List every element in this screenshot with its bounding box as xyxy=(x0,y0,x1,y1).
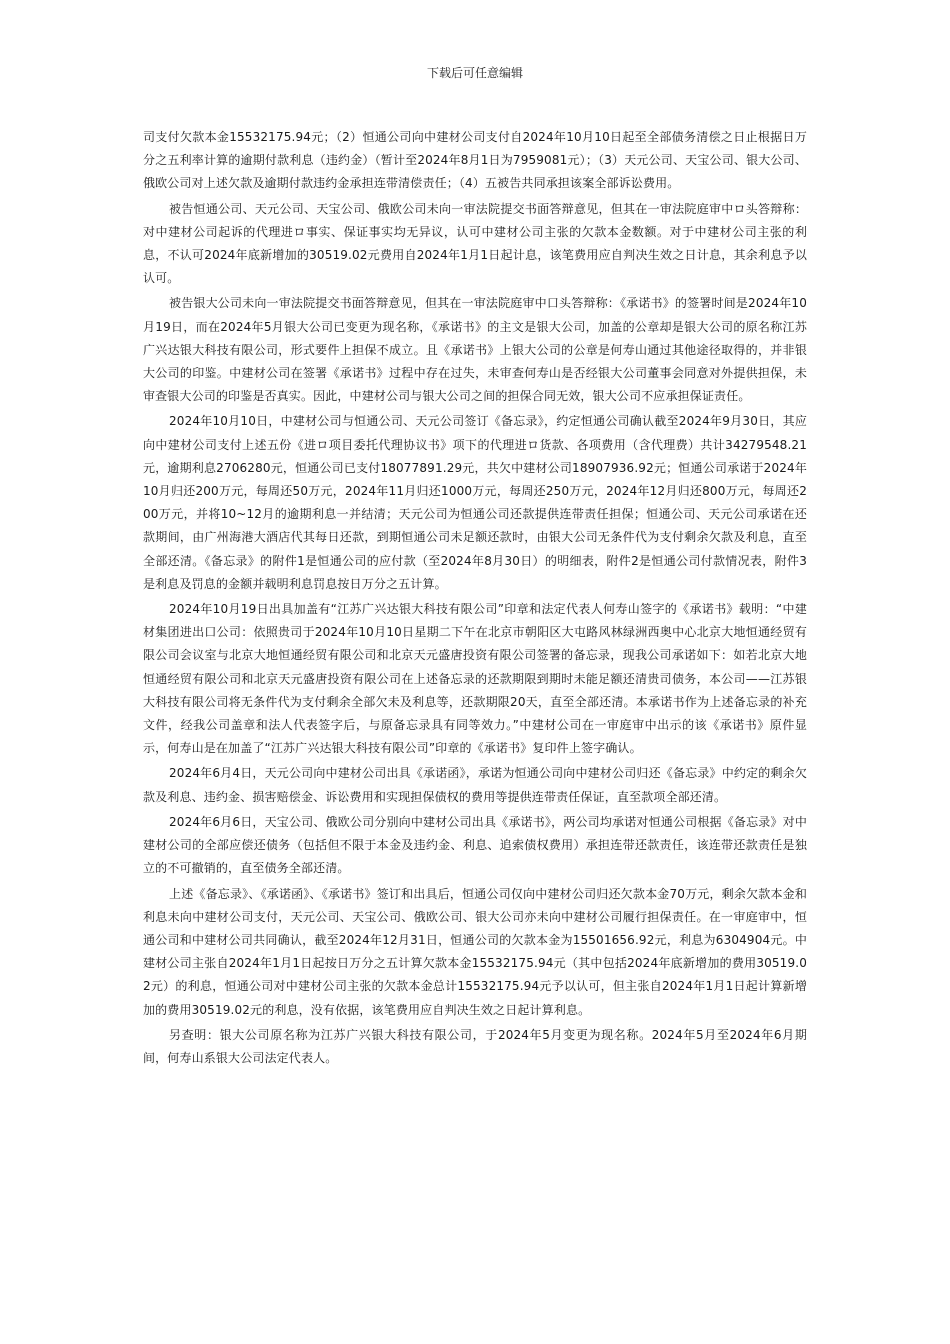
paragraph-tianbao-eou-guarantee: 2024年6月6日，天宝公司、俄欧公司分别向中建材公司出具《承诺书》，两公司均承诺对恒通公司根据《备忘录》对中建材公司的全部应偿还债务（包括但不限于本金及违约金、利息、追索债权费用）承担连带还款责任，该连带还款责任是独立的不可撤销的，直至债务全部还清。 xyxy=(143,814,807,876)
paragraph-defense-yinda: 被告银大公司未向一审法院提交书面答辩意见，但其在一审法院庭审中口头答辩称：《承诺书》的签署时间是2024年10月19日，而在2024年5月银大公司已变更为现名称，《承诺书》的主文是银大公司，加盖的公章却是银大公司的原名称江苏广兴达银大科技有限公司，形式要件上担保不成立。且《承诺书》上银大公司的公章是何寿山通过其他途径取得的，并非银大公司的印鉴。中建材公司在签署《承诺书》过程中存在过失，未审查何寿山是否经银大公司董事会同意对外提供担保，未审查银大公司的印鉴是否真实。因此，中建材公司与银大公司之间的担保合同无效，银大公司不应承担保证责任。 xyxy=(143,296,807,404)
paragraph-additional-findings: 另查明：银大公司原名称为江苏广兴银大科技有限公司，于2024年5月变更为现名称。2024年5月至2024年6月期间，何寿山系银大公司法定代表人。 xyxy=(143,1027,807,1065)
paragraph-defense-hengtong: 被告恒通公司、天元公司、天宝公司、俄欧公司未向一审法院提交书面答辩意见，但其在一审法院庭审中ロ头答辩称：对中建材公司起诉的代理进ロ事实、保证事实均无异议，认可中建材公司主张的欠款本金数额。对于中建材公司主张的利息，不认可2024年底新增加的30519.02元费用自2024年1月1日起计息，该笔费用应自判决生效之日计息，其余利息予以认可。 xyxy=(143,201,807,286)
page-header: 下载后可任意编辑 xyxy=(426,66,523,80)
paragraph-commitment-letter: 2024年10月19日出具加盖有“江苏广兴达银大科技有限公司”印章和法定代表人何寿山签字的《承诺书》载明：“中建材集团进出口公司：依照贵司于2024年10月10日星期二下午在北京市朝阳区大屯路风林绿洲西奥中心北京大地恒通经贸有限公司会议室与北京大地恒通经贸有限公司和北京天元盛唐投资有限公司签署的备忘录，现我公司承诺如下：如若北京大地恒通经贸有限公司和北京天元盛唐投资有限公司在上述备忘录的还款期限到期时未能足额还清贵司债务，本公司——江苏银大科技有限公司将无条件代为支付剩余全部欠未及利息等，还款期限20天，直至全部还清。本承诺书作为上述备忘录的补充文件，经我公司盖章和法人代表签字后，与原备忘录具有同等效力。”中建材公司在一审庭审中出示的该《承诺书》原件显示，何寿山是在加盖了“江苏广兴达银大科技有限公司”印章的《承诺书》复印件上签字确认。 xyxy=(143,602,807,756)
paragraph-memorandum: 2024年10月10日，中建材公司与恒通公司、天元公司签订《备忘录》，约定恒通公司确认截至2024年9月30日，其应向中建材公司支付上述五份《进ロ项目委托代理协议书》项下的代理进ロ货款、各项费用（含代理费）共计34279548.21元，逾期利息2706280元，恒通公司已支付18077891.29元，共欠中建材公司18907936.92元；恒通公司承诺于2024年10月归还200万元，每周还50万元，2024年11月归还1000万元，每周还250万元，2024年12月归还800万元，每周还200万元，并将10~12月的逾期利息一并结清；天元公司为恒通公司还款提供连带责任担保；恒通公司、天元公司承诺在还款期间，由广州海港大酒店代其每日还款，到期恒通公司未足额还款时，由银大公司无条件代为支付剩余欠款及利息，直至全部还清。《备忘录》的附件1是恒通公司的应付款（至2024年8月30日）的明细表，附件2是恒通公司付款情况表，附件3是利息及罚息的金额并载明利息罚息按日万分之五计算。 xyxy=(143,414,807,591)
paragraph-repayment-status: 上述《备忘录》、《承诺函》、《承诺书》签订和出具后，恒通公司仅向中建材公司归还欠款本金70万元，剩余欠款本金和利息未向中建材公司支付，天元公司、天宝公司、俄欧公司、银大公司亦未向中建材公司履行担保责任。在一审庭审中，恒通公司和中建材公司共同确认，截至2024年12月31日，恒通公司的欠款本金为15501656.92元，利息为6304904元。中建材公司主张自2024年1月1日起按日万分之五计算欠款本金15532175.94元（其中包括2024年底新增加的费用30519.02元）的利息，恒通公司对中建材公司主张的欠款本金总计15532175.94元予以认可，但主张自2024年1月1日起计算新增加的费用30519.02元的利息，没有依据，该笔费用应自判决生效之日起计算利息。 xyxy=(143,886,807,1017)
paragraph-tianyuan-guarantee: 2024年6月4日，天元公司向中建材公司出具《承诺函》，承诺为恒通公司向中建材公司归还《备忘录》中约定的剩余欠款及利息、违约金、损害赔偿金、诉讼费用和实现担保债权的费用等提供连带责任保证，直至款项全部还清。 xyxy=(143,766,807,804)
document-body xyxy=(143,126,807,1072)
paragraph-continued-claims: 司支付欠款本金15532175.94元；（2）恒通公司向中建材公司支付自2024年10月10日起至全部债务清偿之日止根据日万分之五利率计算的逾期付款利息（违约金）（暂计至2024年8月1日为7959081元）；（3）天元公司、天宝公司、银大公司、俄欧公司对上述欠款及逾期付款违约金承担连带清偿责任；（4）五被告共同承担该案全部诉讼费用。 xyxy=(143,130,807,191)
